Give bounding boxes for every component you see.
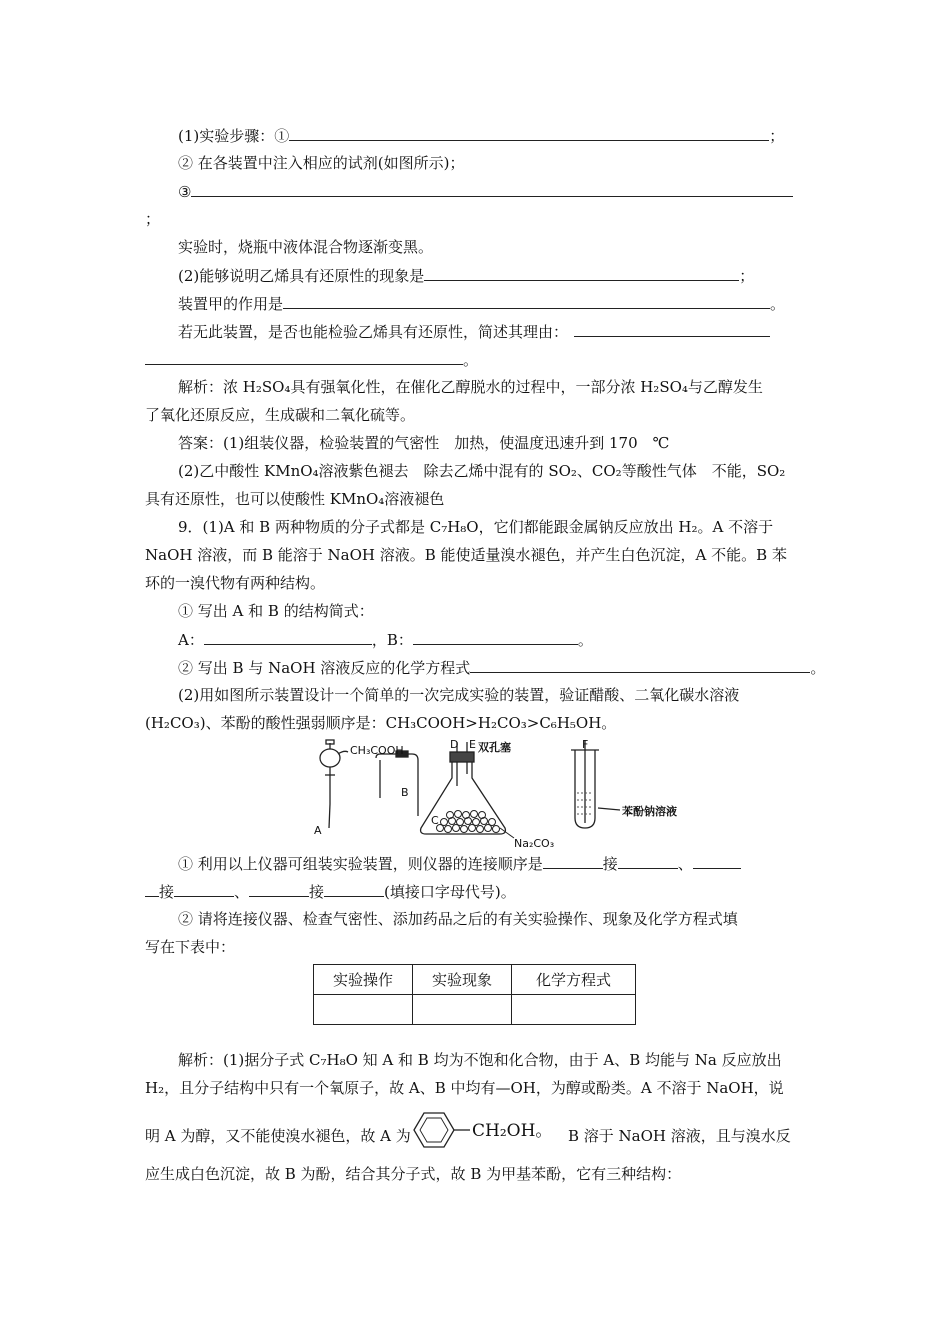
na2co3-granules bbox=[437, 811, 500, 833]
cell-equation[interactable] bbox=[512, 995, 636, 1025]
reason-line bbox=[178, 321, 770, 342]
q9-table-intro-2: 写在下表中： bbox=[145, 938, 236, 956]
semicolon: ； bbox=[769, 127, 785, 145]
step-2-line: ② 在各装置中注入相应的试剂(如图所示)； bbox=[178, 154, 465, 172]
q8-answer-2: (2)乙中酸性 KMnO₄溶液紫色褪去 除去乙烯中混有的 SO₂、CO₂等酸性气体 不能，SO₂ bbox=[178, 462, 786, 480]
q8-analysis-1: 解析：浓 H₂SO₄具有强氧化性，在催化乙醇脱水的过程中，一部分浓 H₂SO₄与乙醇发生 bbox=[178, 378, 763, 396]
blank-order-2[interactable] bbox=[618, 853, 678, 869]
na2co3-pointer bbox=[500, 828, 514, 838]
header-operation: 实验操作 bbox=[314, 965, 413, 995]
table-header-row bbox=[314, 965, 636, 995]
sub-2-label: ② 写出 B 与 NaOH 溶液反应的化学方程式 bbox=[178, 659, 471, 677]
q9-analysis-1: 解析：(1)据分子式 C₇H₈O 知 A 和 B 均为不饱和化合物，由于 A、B 均能与 Na 反应放出 bbox=[178, 1051, 782, 1069]
blank-b-structure[interactable] bbox=[413, 629, 578, 645]
step-3-semicolon: ； bbox=[145, 210, 161, 228]
q9-line-3: 环的一溴代物有两种结构。 bbox=[145, 574, 326, 592]
q9-table-intro-1: ② 请将连接仪器、检查气密性、添加药品之后的有关实验操作、现象及化学方程式填 bbox=[178, 910, 738, 928]
q8-answer-3: 具有还原性，也可以使酸性 KMnO₄溶液褪色 bbox=[145, 490, 445, 508]
blank-order-3b[interactable] bbox=[145, 881, 159, 897]
period: 。 bbox=[810, 659, 826, 677]
experiment-table bbox=[313, 964, 636, 1025]
blank-order-3[interactable] bbox=[693, 853, 741, 869]
ch2oh-label: CH₂OH。 bbox=[472, 1121, 553, 1141]
comma: 、 bbox=[677, 855, 693, 873]
b-label: ，B： bbox=[371, 631, 413, 649]
step-1-line bbox=[178, 125, 784, 146]
q9-analysis-2: H₂，且分子结构中只有一个氧原子，故 A、B 中均有—OH，为醇或酚类。A 不溶于 NaOH，说 bbox=[145, 1079, 784, 1097]
reason-line-2 bbox=[145, 349, 478, 370]
benzene-inner bbox=[420, 1118, 448, 1142]
funnel-bulb bbox=[320, 749, 340, 767]
phenoxide-pointer bbox=[598, 808, 620, 810]
jia-line bbox=[178, 293, 785, 314]
cell-phenomenon[interactable] bbox=[413, 995, 512, 1025]
connect-word: 接 bbox=[159, 883, 175, 901]
blank-reduction-phenomenon[interactable] bbox=[424, 265, 739, 281]
connect-word: 接 bbox=[602, 855, 618, 873]
q9-p2-line-2: (H₂CO₃)、苯酚的酸性强弱顺序是：CH₃COOH>H₂CO₃>C₆H₅OH。 bbox=[145, 714, 617, 732]
table-row bbox=[314, 995, 636, 1025]
q9-analysis-3b: B 溶于 NaOH 溶液，且与溴水反 bbox=[568, 1127, 791, 1145]
benzyl-alcohol-structure bbox=[408, 1105, 578, 1155]
blank-b-naoh-equation[interactable] bbox=[470, 657, 810, 673]
header-equation: 化学方程式 bbox=[512, 965, 636, 995]
label-na2co3: Na₂CO₃ bbox=[514, 837, 555, 848]
label-b: B bbox=[401, 786, 409, 799]
label-e: E bbox=[469, 738, 476, 751]
blank-reason-2[interactable] bbox=[145, 349, 463, 365]
label-stopper: 双孔塞 bbox=[478, 741, 511, 754]
two-hole-stopper bbox=[450, 752, 474, 762]
q8-2-label: (2)能够说明乙烯具有还原性的现象是 bbox=[178, 267, 425, 285]
label-c: C bbox=[431, 814, 439, 827]
blank-a-structure[interactable] bbox=[204, 629, 372, 645]
label-d: D bbox=[450, 738, 459, 751]
q9-sub-1: ① 写出 A 和 B 的结构简式： bbox=[178, 602, 374, 620]
blank-order-6[interactable] bbox=[324, 881, 384, 897]
period: 。 bbox=[463, 351, 479, 369]
q9-order-line-1 bbox=[178, 853, 741, 874]
q9-order-line-2 bbox=[145, 881, 516, 902]
reason-label: 若无此装置，是否也能检验乙烯具有还原性，简述其理由： bbox=[178, 323, 569, 341]
connect-word: 接 bbox=[309, 883, 325, 901]
comma: 、 bbox=[234, 883, 250, 901]
q9-line-1: 9．(1)A 和 B 两种物质的分子式都是 C₇H₈O，它们都能跟金属钠反应放出 H₂。A 不溶于 bbox=[178, 518, 774, 536]
apparatus-figure bbox=[300, 738, 690, 848]
note-black-line: 实验时，烧瓶中液体混合物逐渐变黑。 bbox=[178, 238, 434, 256]
blank-step-1[interactable] bbox=[289, 125, 769, 141]
semicolon: ； bbox=[739, 267, 755, 285]
label-f: F bbox=[582, 738, 589, 751]
step-3-line bbox=[178, 181, 793, 202]
header-phenomenon: 实验现象 bbox=[413, 965, 512, 995]
step-3-label: ③ bbox=[178, 183, 192, 201]
a-label: A： bbox=[178, 631, 204, 649]
q8-2-line bbox=[178, 265, 754, 286]
q8-answer-1: 答案：(1)组装仪器，检验装置的气密性 加热，使温度迅速升到 170 ℃ bbox=[178, 434, 670, 452]
q9-p2-line-1: (2)用如图所示装置设计一个简单的一次完成实验的装置，验证醋酸、二氧化碳水溶液 bbox=[178, 686, 740, 704]
order-suffix: (填接口字母代号)。 bbox=[384, 883, 516, 901]
period: 。 bbox=[577, 631, 593, 649]
q8-analysis-2: 了氧化还原反应，生成碳和二氧化硫等。 bbox=[145, 406, 416, 424]
q9-ab-line bbox=[178, 629, 593, 650]
label-ch3cooh: CH₃COOH bbox=[350, 744, 404, 757]
blank-order-1[interactable] bbox=[543, 853, 603, 869]
q9-analysis-3 bbox=[145, 1126, 411, 1146]
label-phenoxide: 苯酚钠溶液 bbox=[622, 805, 677, 818]
order-label: ① 利用以上仪器可组装实验装置，则仪器的连接顺序是 bbox=[178, 855, 543, 873]
funnel-stopper bbox=[326, 740, 334, 744]
step-1-label: (1)实验步骤：① bbox=[178, 127, 290, 145]
blank-order-5[interactable] bbox=[249, 881, 309, 897]
q9-line-2: NaOH 溶液，而 B 能溶于 NaOH 溶液。B 能使适量溴水褪色，并产生白色沉淀，A 不能。B 苯 bbox=[145, 546, 787, 564]
tube-c bbox=[412, 754, 418, 816]
blank-step-3[interactable] bbox=[191, 181, 793, 197]
period: 。 bbox=[770, 295, 786, 313]
blank-reason-1[interactable] bbox=[574, 321, 770, 337]
blank-jia-role[interactable] bbox=[283, 293, 770, 309]
funnel-stem bbox=[329, 804, 330, 828]
blank-order-4[interactable] bbox=[174, 881, 234, 897]
jia-label: 装置甲的作用是 bbox=[178, 295, 284, 313]
cell-operation[interactable] bbox=[314, 995, 413, 1025]
q9-analysis-4: 应生成白色沉淀，故 B 为酚，结合其分子式，故 B 为甲基苯酚，它有三种结构： bbox=[145, 1165, 682, 1183]
label-a: A bbox=[314, 824, 322, 837]
analysis-3a: 明 A 为醇，又不能使溴水褪色，故 A 为 bbox=[145, 1127, 411, 1145]
q9-sub-2 bbox=[178, 657, 825, 678]
